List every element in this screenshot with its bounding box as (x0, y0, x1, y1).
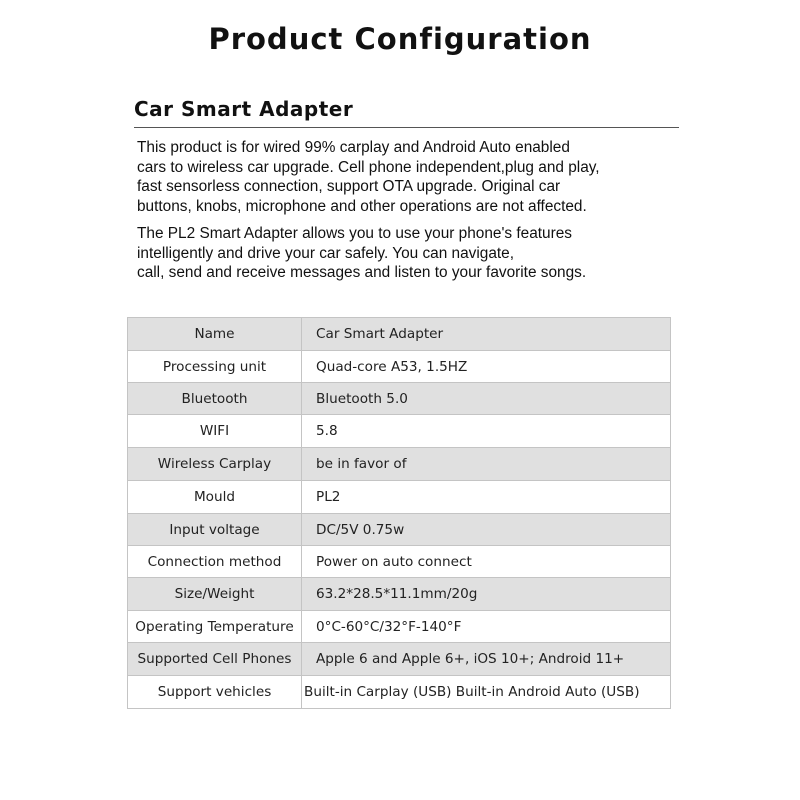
page-title: Product Configuration (208, 22, 592, 56)
spec-row-wifi (128, 415, 671, 448)
features-paragraph (137, 224, 586, 283)
spec-row-name (128, 318, 671, 351)
spec-row-mould (128, 481, 671, 514)
spec-value: Quad-core A53, 1.5HZ (302, 351, 671, 383)
spec-label: Processing unit (128, 351, 302, 383)
spec-label: Bluetooth (128, 383, 302, 415)
spec-row-connection-method (128, 546, 671, 578)
spec-row-input-voltage (128, 514, 671, 546)
description-line: This product is for wired 99% carplay and Android Auto enabled (137, 139, 570, 156)
spec-label: Operating Temperature (128, 611, 302, 643)
spec-row-size-weight (128, 578, 671, 611)
section-divider (134, 127, 679, 128)
spec-label: Size/Weight (128, 578, 302, 611)
spec-table (127, 317, 671, 709)
spec-value: be in favor of (302, 448, 671, 481)
spec-label: Wireless Carplay (128, 448, 302, 481)
spec-value: DC/5V 0.75w (302, 514, 671, 546)
spec-label: Input voltage (128, 514, 302, 546)
spec-label: Connection method (128, 546, 302, 578)
features-line: call, send and receive messages and listen to your favorite songs. (137, 264, 587, 282)
spec-row-processing-unit (128, 351, 671, 383)
description-line: fast sensorless connection, support OTA upgrade. Original car (137, 178, 561, 196)
spec-row-support-vehicles (128, 676, 671, 709)
spec-label: Support vehicles (128, 676, 302, 709)
spec-value: 5.8 (302, 415, 671, 448)
spec-row-supported-cell-phones (128, 643, 671, 676)
spec-value: Bluetooth 5.0 (302, 383, 671, 415)
description-line: buttons, knobs, microphone and other operations are not affected. (137, 197, 587, 215)
description-line: cars to wireless car upgrade. Cell phone independent,plug and play, (137, 158, 600, 176)
features-line: The PL2 Smart Adapter allows you to use your phone's features (137, 225, 572, 242)
spec-row-bluetooth (128, 383, 671, 415)
spec-value: 0°C-60°C/32°F-140°F (302, 611, 671, 643)
spec-label: Name (128, 318, 302, 351)
spec-row-operating-temperature (128, 611, 671, 643)
spec-row-wireless-carplay (128, 448, 671, 481)
section-title: Car Smart Adapter (134, 97, 354, 121)
spec-value: Apple 6 and Apple 6+, iOS 10+; Android 11+ (302, 643, 671, 676)
spec-label: Mould (128, 481, 302, 514)
spec-value: 63.2*28.5*11.1mm/20g (302, 578, 671, 611)
spec-value: PL2 (302, 481, 671, 514)
spec-value: Built-in Carplay (USB) Built-in Android Auto (USB) (302, 676, 671, 709)
spec-value: Car Smart Adapter (302, 318, 671, 351)
spec-label: Supported Cell Phones (128, 643, 302, 676)
spec-label: WIFI (128, 415, 302, 448)
description-paragraph (137, 138, 600, 216)
features-line: intelligently and drive your car safely. You can navigate, (137, 244, 515, 262)
spec-value: Power on auto connect (302, 546, 671, 578)
